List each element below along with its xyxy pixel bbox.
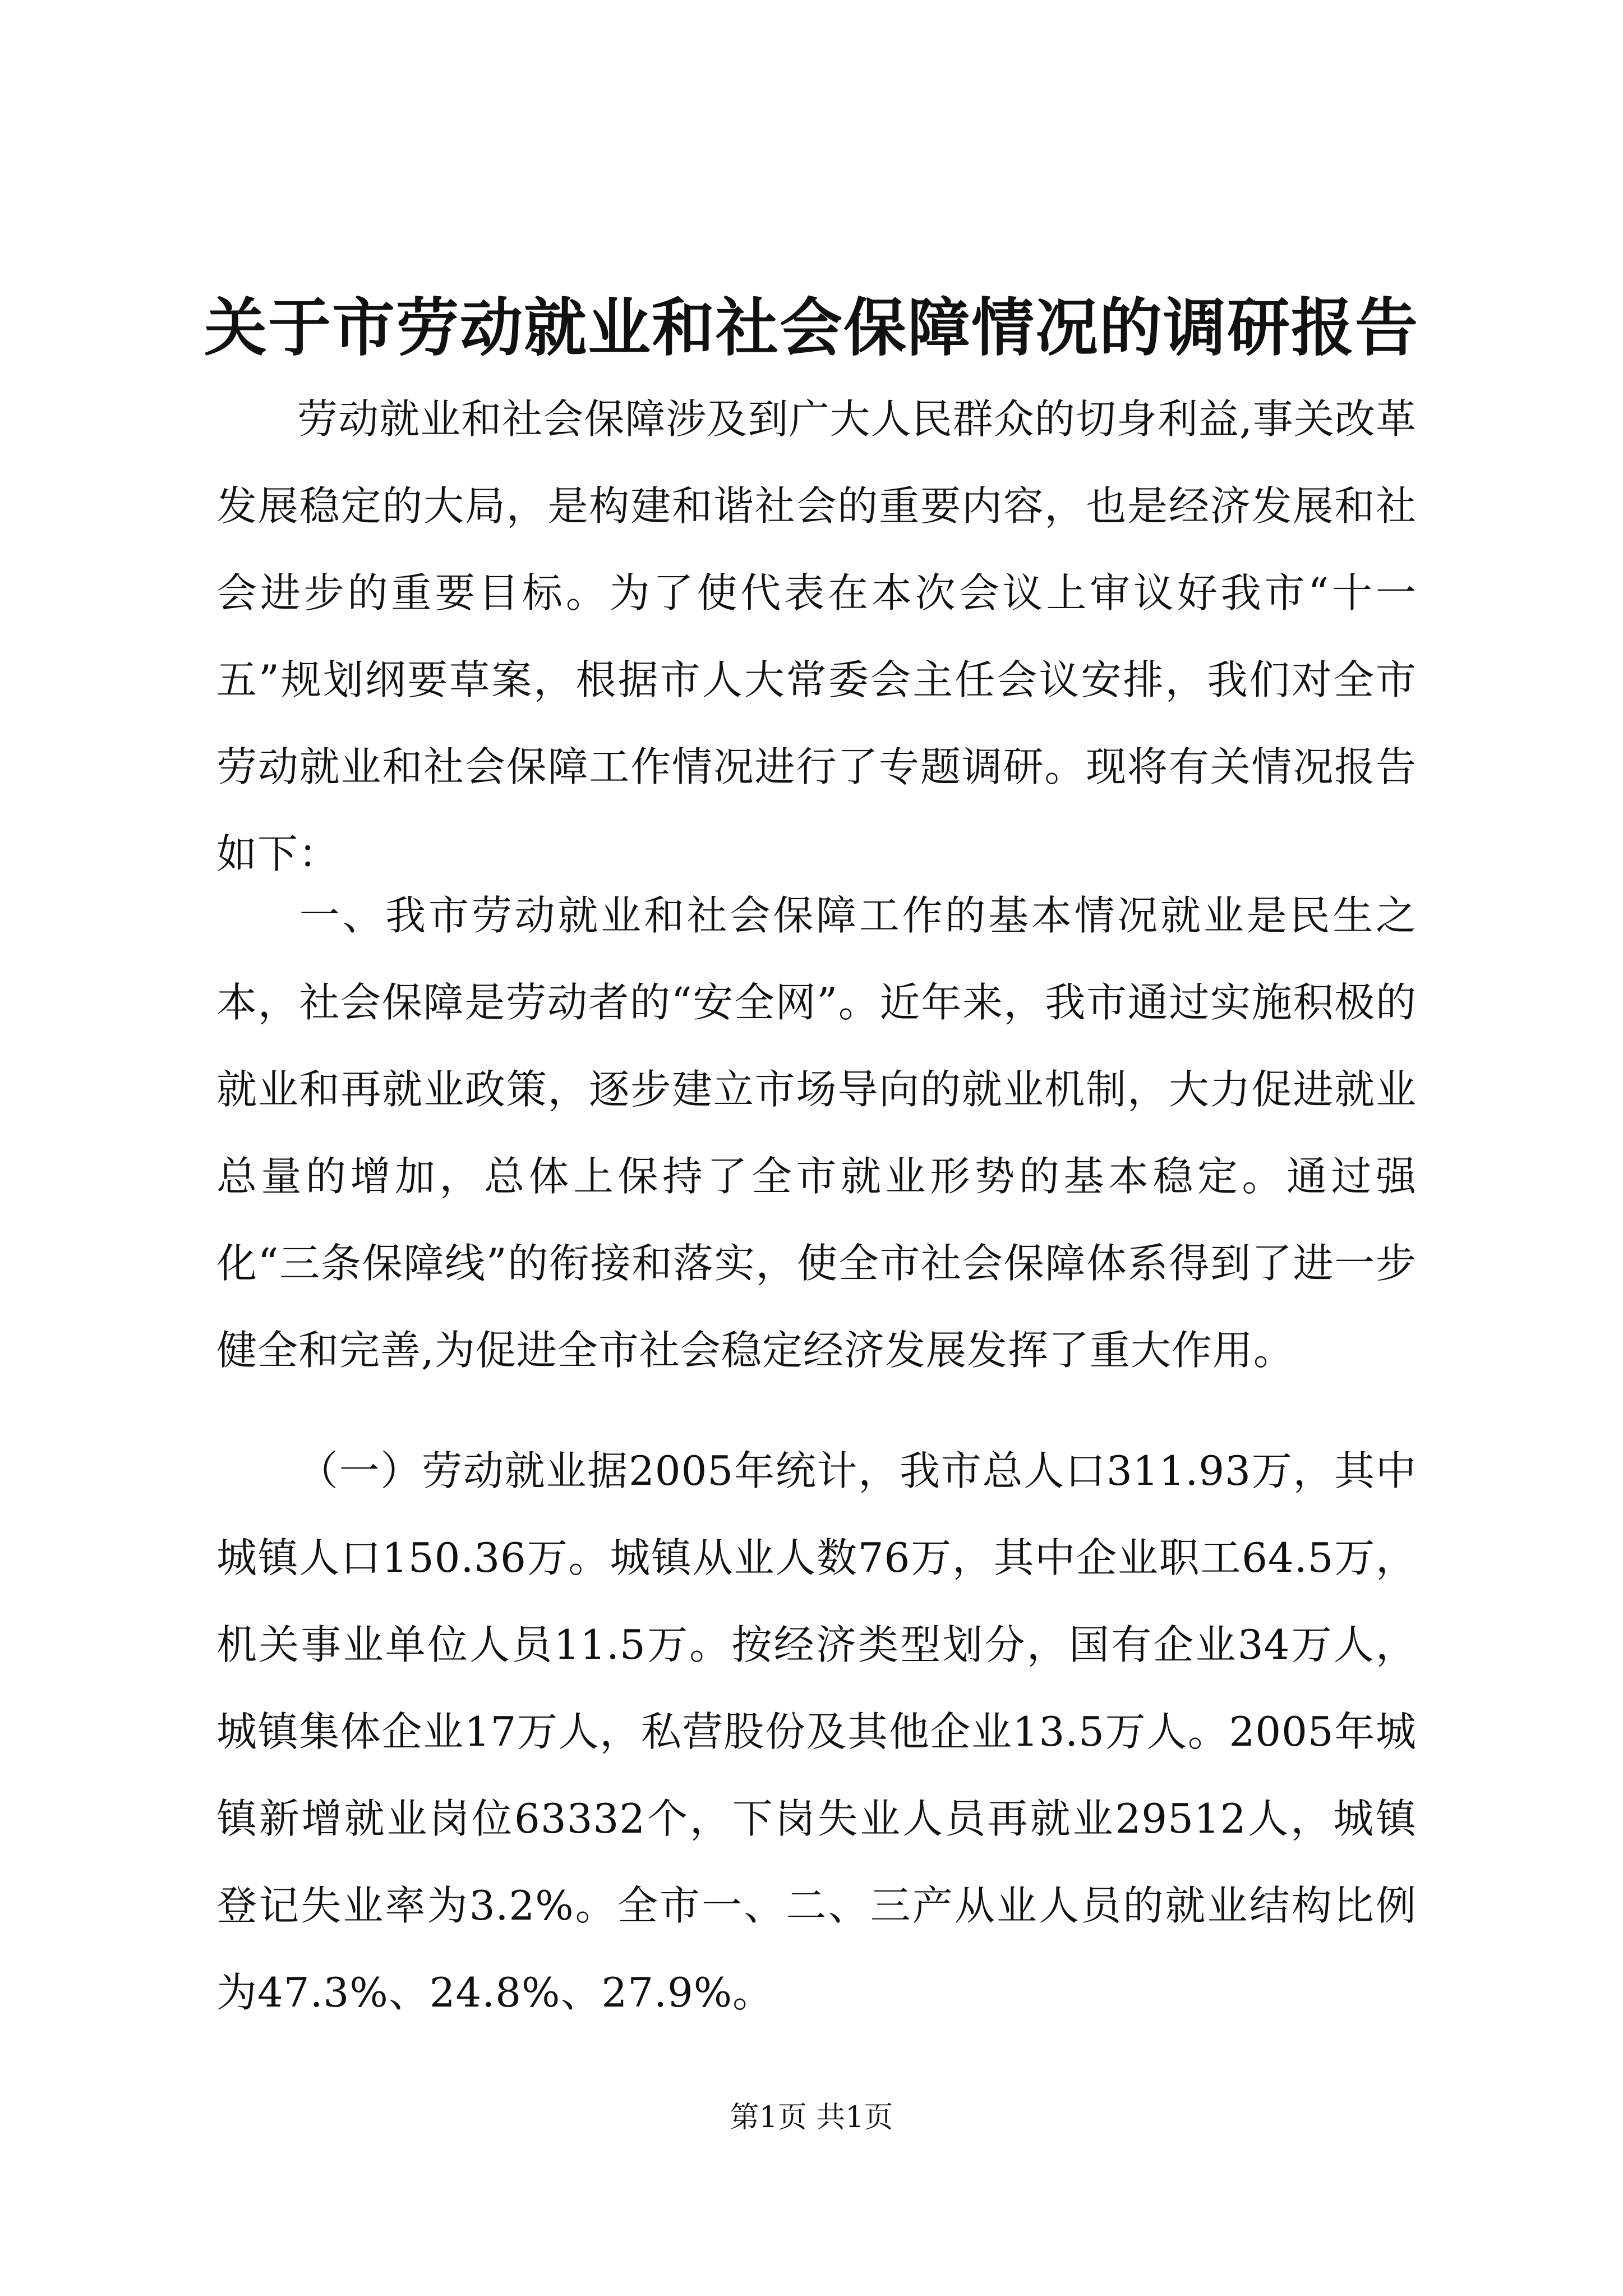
paragraph-intro-text: 劳动就业和社会保障涉及到广大人民群众的切身利益,事关改革发展稳定的大局，是构建和谐社会的重要内容，也是经济发展和社会进步的重要目标。为了使代表在本次会议上审议好我市“十一五”规划纲要草案，根据市人大常委会主任会议安排，我们对全市劳动就业和社会保障工作情况进行了专题调研。现将有关情况报告如下： [216,395,1417,877]
paragraph-basic-situation-text: 一、我市劳动就业和社会保障工作的基本情况就业是民生之本，社会保障是劳动者的“安全网”。近年来，我市通过实施积极的就业和再就业政策，逐步建立市场导向的就业机制，大力促进就业总量的增加，总体上保持了全市就业形势的基本稳定。通过强化“三条保障线”的衔接和落实，使全市社会保障体系得到了进一步健全和完善,为促进全市社会稳定经济发展发挥了重大作用。 [216,892,1417,1374]
paragraph-employment [216,1428,1417,2036]
paragraph-basic-situation [216,872,1417,1394]
page-footer: 第1页 共1页 [730,2101,893,2134]
paragraph-intro [216,376,1417,898]
document-title: 关于市劳动就业和社会保障情况的调研报告 [204,291,1419,365]
paragraph-employment-text: （一）劳动就业据2005年统计，我市总人口311.93万，其中城镇人口150.36万。城镇从业人数76万，其中企业职工64.5万，机关事业单位人员11.5万。按经济类型划分，国有企业34万人，城镇集体企业17万人，私营股份及其他企业13.5万人。2005年城镇新增就业岗位63332个，下岗失业人员再就业29512人，城镇登记失业率为3.2%。全市一、二、三产从业人员的就业结构比例为47.3%、24.8%、27.9%。 [216,1447,1417,2016]
